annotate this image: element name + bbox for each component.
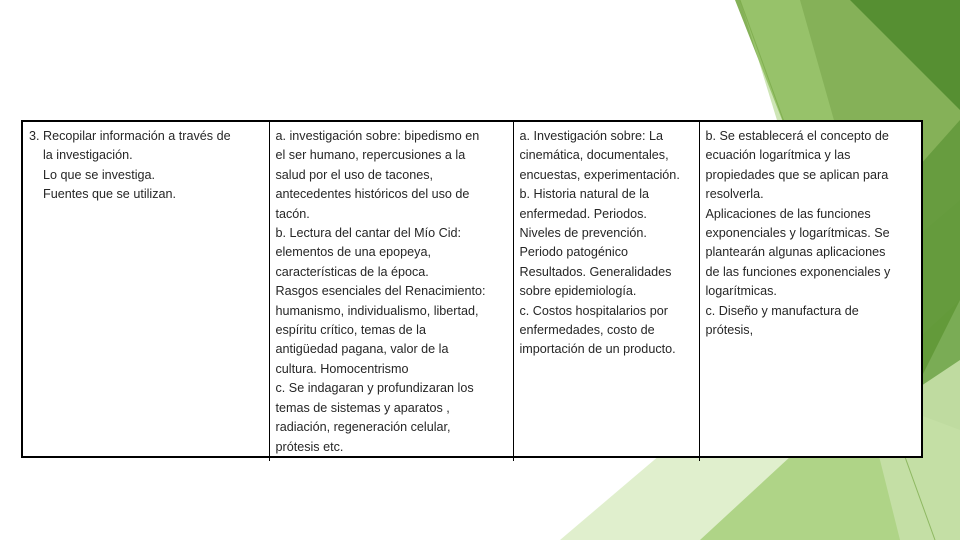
table-cell-math	[699, 122, 921, 461]
cell-line: antigüedad pagana, valor de la	[275, 342, 449, 357]
cell-line: propiedades que se aplican para	[705, 167, 889, 182]
table-cell-research-step	[23, 122, 269, 461]
cell-line: importación de un producto.	[519, 342, 676, 357]
cell-line: espíritu crítico, temas de la	[275, 323, 426, 338]
cell-line: Aplicaciones de las funciones	[705, 206, 871, 221]
cell-line: b. Se establecerá el concepto de	[705, 129, 889, 143]
cell-line: humanismo, individualismo, libertad,	[275, 303, 479, 318]
cell-line: Resultados. Generalidades	[519, 264, 672, 279]
table-cell-physics-health	[513, 122, 699, 461]
cell-line: b. Historia natural de la	[519, 187, 650, 202]
cell-line: elementos de una epopeya,	[275, 245, 431, 260]
cell-line: c. Costos hospitalarios por	[519, 303, 668, 318]
cell-line: encuestas, experimentación.	[519, 167, 680, 182]
cell-line: salud por el uso de tacones,	[275, 167, 434, 182]
cell-line: c. Diseño y manufactura de	[705, 303, 859, 318]
cell-line: ecuación logarítmica y las	[705, 148, 851, 163]
cell-line: enfermedad. Periodos.	[519, 206, 647, 221]
cell-line: temas de sistemas y aparatos ,	[275, 400, 450, 415]
cell-line: la investigación.	[43, 148, 133, 163]
cell-line: logarítmicas.	[705, 284, 777, 299]
cell-line: prótesis,	[705, 323, 754, 338]
cell-line: Lo que se investiga.	[43, 167, 156, 182]
cell-line: exponenciales y logarítmicas. Se	[705, 226, 890, 241]
cell-line: c. Se indagaran y profundizaran los	[275, 381, 474, 396]
cell-line: Rasgos esenciales del Renacimiento:	[275, 284, 486, 299]
cell-line: Niveles de prevención.	[519, 226, 647, 241]
cell-line: cultura. Homocentrismo	[275, 361, 409, 376]
cell-line: antecedentes históricos del uso de	[275, 187, 470, 202]
cell-line: Fuentes que se utilizan.	[43, 187, 177, 202]
cell-line: b. Lectura del cantar del Mío Cid:	[275, 226, 462, 241]
cell-line: tacón.	[275, 206, 310, 221]
cell-line: a. investigación sobre: bipedismo en	[275, 129, 480, 143]
cell-line: plantearán algunas aplicaciones	[705, 245, 886, 260]
table-row	[23, 122, 921, 461]
cell-line: resolverla.	[705, 187, 764, 202]
cell-line: 3. Recopilar información a través de	[29, 129, 231, 143]
cell-line: enfermedades, costo de	[519, 323, 655, 338]
cell-line: el ser humano, repercusiones a la	[275, 148, 466, 163]
cell-line: prótesis etc.	[275, 439, 344, 454]
cell-line: sobre epidemiología.	[519, 284, 637, 299]
content-table	[21, 120, 923, 458]
table-cell-research-topics	[269, 122, 513, 461]
cell-line: cinemática, documentales,	[519, 148, 669, 163]
cell-line: características de la época.	[275, 264, 429, 279]
cell-line: radiación, regeneración celular,	[275, 420, 451, 435]
cell-line: a. Investigación sobre: La	[519, 129, 664, 143]
cell-line: Periodo patogénico	[519, 245, 629, 260]
cell-line: de las funciones exponenciales y	[705, 264, 891, 279]
